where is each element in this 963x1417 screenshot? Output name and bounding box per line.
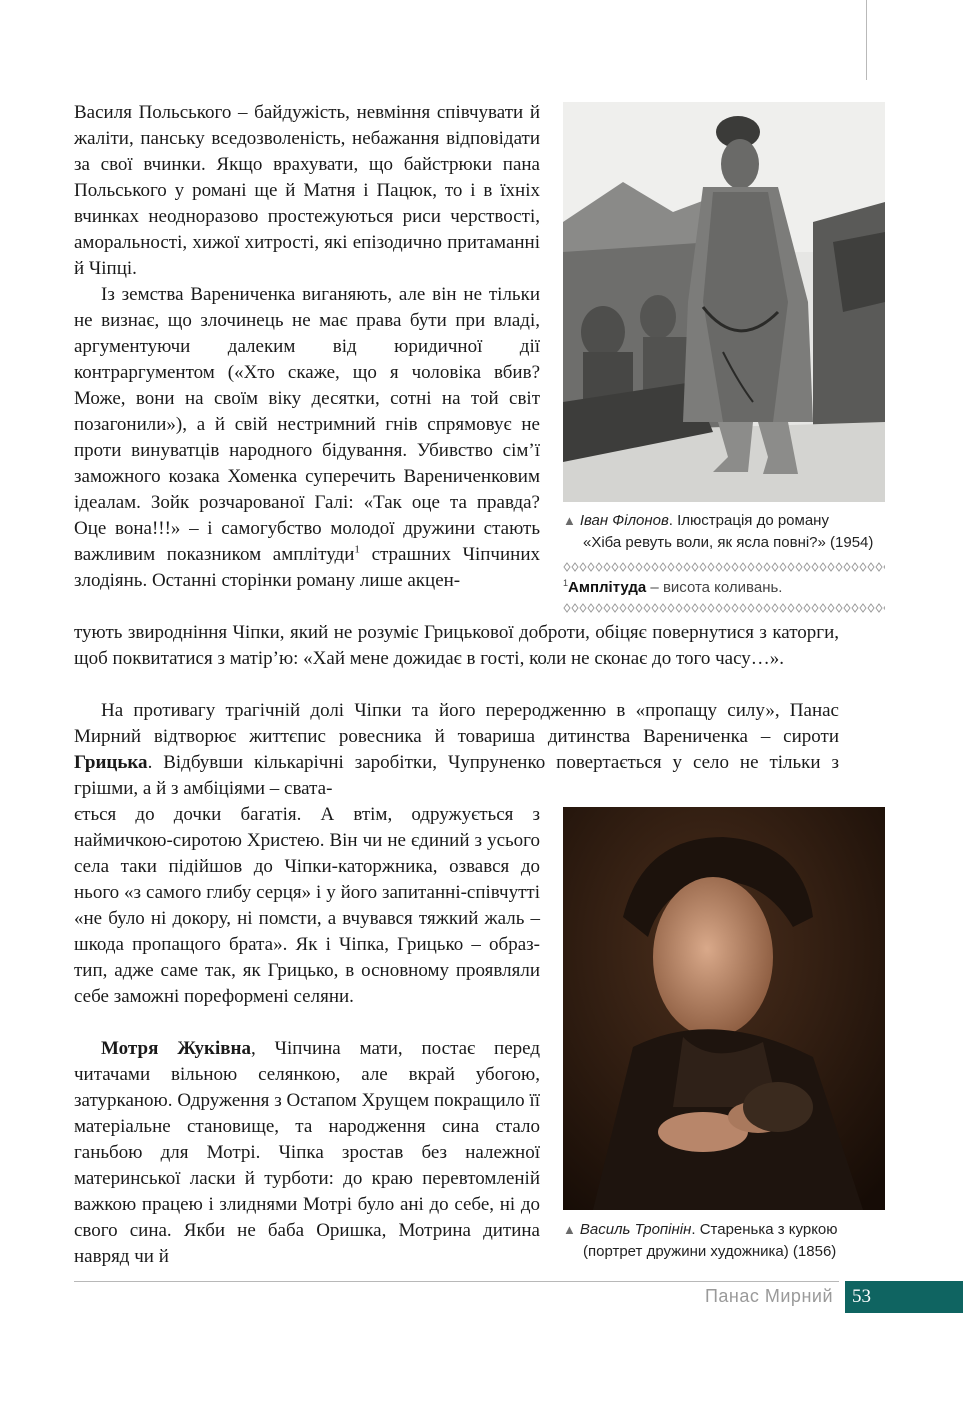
- paragraph-3: [74, 698, 839, 802]
- illustration-drawing: [563, 102, 885, 502]
- illustration-filonov: [563, 102, 885, 502]
- triangle-marker-icon: ▲: [563, 513, 576, 528]
- caption-1-author: Іван Філонов: [579, 512, 669, 529]
- paragraph-2: [74, 282, 540, 594]
- caption-2-title: (портрет дружини художника) (1856): [583, 1243, 837, 1260]
- footnote: [563, 578, 888, 596]
- decorative-border-top: [563, 562, 885, 572]
- running-footer-title: Панас Мирний: [704, 1286, 833, 1306]
- caption-2-author: Василь Тропінін: [579, 1221, 692, 1238]
- paragraph-2-text-mid: страшних Чіпчиних злодіянь. Останні сторінки роману лише акцен-: [74, 544, 540, 591]
- name-motria: Мотря Жуківна: [101, 1038, 251, 1059]
- footnote-term: Амплітуда: [568, 579, 647, 596]
- top-vertical-rule: [866, 0, 867, 80]
- decorative-border-bottom: [563, 603, 885, 613]
- footnote-ref[interactable]: 1: [354, 543, 360, 556]
- caption-1-title: «Хіба ревуть воли, як ясла повні?» (1954): [583, 534, 874, 551]
- paragraph-2-text: Із земства Варениченка виганяють, але він не тільки не визнає, що злочинець не має права бути при владі, аргументуючи далеким від юридичної дії контраргументом («Хто скаже, що я чоловіка вбив? Може, вони на своїм віку десятки, сотні на той світ позагонили»), а й свій нестримний гнів спрямовує не проти винуватців народного бідування. Убивство сім’ї заможного козака Хоменка суперечить Варениченковим ідеалам. Зойк розчарованої Галі: «Так оце та правда? Оце вона!!!» – і самогубство молодої дружини стають важливим показником амплітуди: [74, 284, 540, 565]
- caption-1-text: . Ілюстрація до роману: [668, 512, 829, 529]
- paragraph-2-text-end: тують звиродніння Чіпки, який не розуміє Грицькової доброти, обіцяє повернутися з каторги, щоб поквитатися з матір’ю: «Хай мене дожидає в гості, коли не сконає до того часу…».: [74, 622, 839, 669]
- paragraph-3-text: На противагу трагічній долі Чіпки та його переродженню в «пропащу силу», Панас Мирний відтворює життєпис ровесника й товариша дитинства Варениченка – сироти: [74, 700, 839, 747]
- paragraph-3-continued: [74, 802, 540, 1010]
- caption-figure-1: [563, 510, 893, 554]
- footer-rule: [74, 1281, 839, 1282]
- paragraph-1-text: Василя Польського – байдужість, невміння співчувати й жаліти, панську вседозволеність, небажання відповідати за свої вчинки. Якщо врахувати, що байстрюки пана Польського у романі ще й Матня і Пацюк, то і в їхніх вчинках неодноразово простежуються риси черствості, аморальності, хижої хитрості, які епізодично притаманні й Чіпці.: [74, 102, 540, 279]
- paragraph-3-text-end: ється до дочки багатія. А втім, одружується з наймичкою-сиротою Христею. Він чи не єдиний з усього села таки підійшов до Чіпки-каторжника, озвався до нього «з самого глибу серця» і у його запитанні-співчутті «не було ні докору, ні помсти, а вчувався тяжкий жаль – шкода пропащого брата». Як і Чіпка, Грицько – образ-тип, адже саме так, як Грицько, в основному проявляли себе заможні пореформені селяни.: [74, 804, 540, 1007]
- caption-figure-2: [563, 1219, 893, 1263]
- name-grytsko: Грицька: [74, 752, 148, 773]
- paragraph-2-continued: [74, 620, 839, 672]
- paragraph-3-text-mid: . Відбувши кількарічні заробітки, Чупруненко повертається у село не тільки з грішми, а й з амбіціями – свата-: [74, 752, 839, 799]
- footnote-number: 1: [563, 578, 569, 588]
- portrait-tropinin: [563, 807, 885, 1210]
- page-number-badge: 53: [845, 1281, 963, 1313]
- paragraph-4: [74, 1036, 540, 1270]
- portrait-painting: [563, 807, 885, 1210]
- paragraph-4-text: , Чіпчина мати, постає перед читачами вільною селянкою, але вкрай убогою, затурканою. Одруження з Остапом Хрущем покращило її матеріальне становище, та народження сина стало ганьбою для Мотрі. Чіпка зростав без належної материнської ласки й турботи: до краю перевтомленій важкою працею і злиднями Мотрі було ані до себе, ні до свого сина. Якби не баба Оришка, Мотрина дитина навряд чи й: [74, 1038, 540, 1267]
- paragraph-1: [74, 100, 540, 282]
- footnote-definition: – висота коливань.: [646, 579, 783, 596]
- triangle-marker-icon: ▲: [563, 1222, 576, 1237]
- caption-2-text: . Старенька з куркою: [691, 1221, 838, 1238]
